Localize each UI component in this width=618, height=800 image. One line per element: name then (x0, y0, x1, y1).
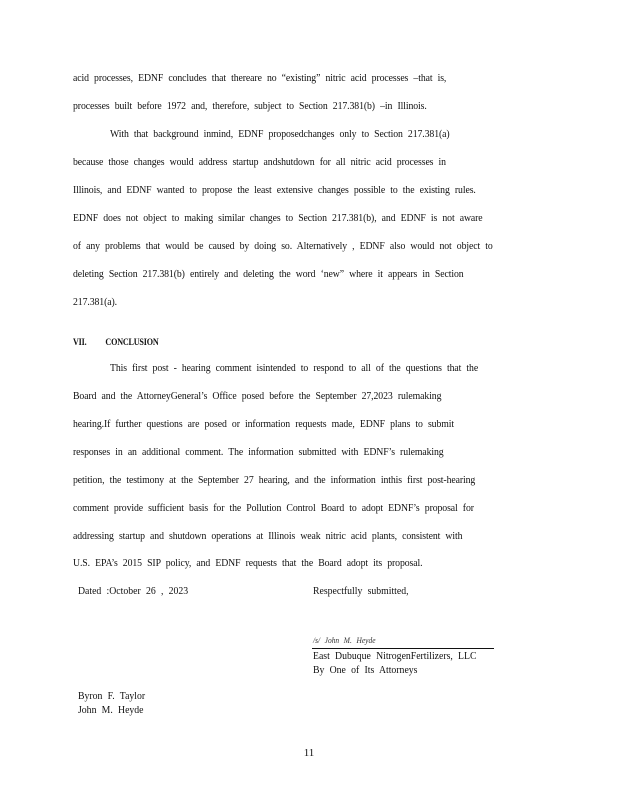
body-text-line: hearing.If further questions are posed or information requests made, EDNF plans to submit (73, 419, 455, 430)
body-text-line: With that background inmind, EDNF proposedchanges only to Section 217.381(a) (110, 129, 450, 140)
page-number: 11 (303, 747, 315, 759)
dated-line: Dated :October 26 , 2023 (78, 586, 189, 597)
body-text-line: petition, the testimony at the September 27 hearing, and the information inthis first post-hearing (73, 475, 476, 486)
company-name: East Dubuque NitrogenFertilizers, LLC (313, 651, 477, 662)
body-text-line: deleting Section 217.381(b) entirely and deleting the word ‘new” where it appears in Section (73, 269, 464, 280)
body-text-line: addressing startup and shutdown operations at Illinois weak nitric acid plants, consistent with (73, 531, 463, 542)
body-text-line: Illinois, and EDNF wanted to propose the least extensive changes possible to the existing rules. (73, 185, 476, 196)
body-text-line: This first post - hearing comment isintended to respond to all of the questions that the (110, 363, 479, 374)
body-text-line: U.S. EPA’s 2015 SIP policy, and EDNF requests that the Board adopt its proposal. (73, 558, 423, 569)
section-heading (73, 337, 159, 347)
body-text-line: Board and the AttorneyGeneral’s Office posed before the September 27,2023 rulemaking (73, 391, 442, 402)
body-text-line: processes built before 1972 and, therefore, subject to Section 217.381(b) –in Illinois. (73, 101, 427, 112)
attorney-name: Byron F. Taylor (78, 691, 146, 702)
respectfully-submitted: Respectfully submitted, (313, 586, 409, 597)
section-title: CONCLUSION (105, 337, 159, 347)
body-text-line: of any problems that would be caused by doing so. Alternatively , EDNF also would not object to (73, 241, 493, 252)
attorney-name: John M. Heyde (78, 705, 144, 716)
body-text-line: 217.381(a). (73, 297, 118, 308)
section-number: VII. (73, 337, 87, 347)
by-attorneys: By One of Its Attorneys (313, 665, 418, 676)
body-text-line: responses in an additional comment. The information submitted with EDNF’s rulemaking (73, 447, 444, 458)
body-text-line: because those changes would address startup andshutdown for all nitric acid processes in (73, 157, 446, 168)
signature-line (312, 648, 494, 649)
body-text-line: EDNF does not object to making similar changes to Section 217.381(b), and EDNF is not aware (73, 213, 483, 224)
electronic-signature: /s/ John M. Heyde (313, 636, 376, 645)
body-text-line: comment provide sufficient basis for the Pollution Control Board to adopt EDNF’s proposal for (73, 503, 474, 514)
body-text-line: acid processes, EDNF concludes that thereare no “existing” nitric acid processes –that is, (73, 73, 447, 84)
